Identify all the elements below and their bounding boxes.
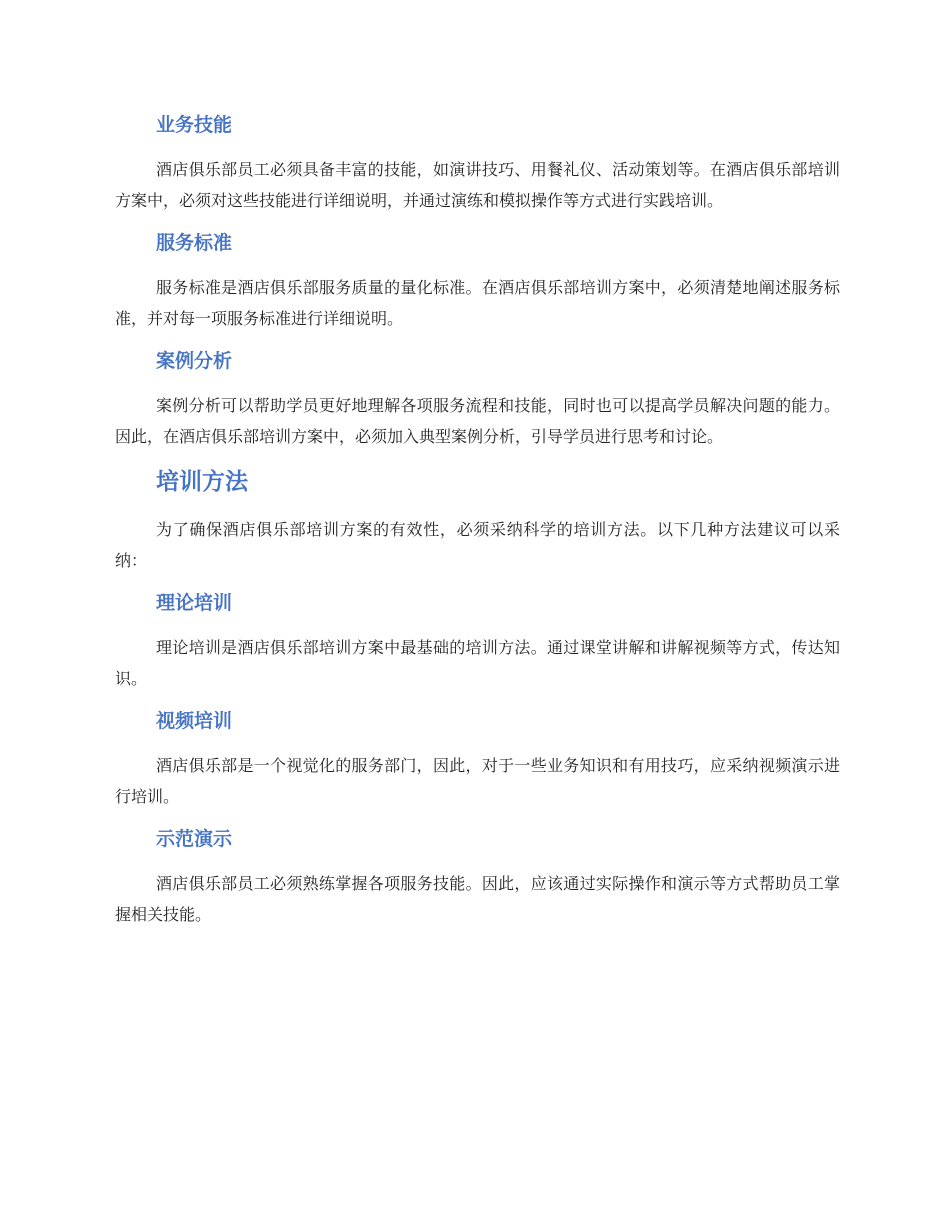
section-case-analysis [115, 344, 840, 462]
section-paragraph: 酒店俱乐部是一个视觉化的服务部门，因此，对于一些业务知识和有用技巧，应采纳视频演示进行培训。 [115, 756, 840, 806]
section-business-skills [115, 108, 840, 226]
section-paragraph: 为了确保酒店俱乐部培训方案的有效性，必须采纳科学的培训方法。以下几种方法建议可以采纳： [115, 520, 840, 570]
section-heading: 案例分析 [156, 350, 233, 372]
section-demonstration [115, 822, 840, 930]
section-paragraph: 案例分析可以帮助学员更好地理解各项服务流程和技能，同时也可以提高学员解决问题的能力。因此，在酒店俱乐部培训方案中，必须加入典型案例分析，引导学员进行思考和讨论。 [115, 396, 840, 446]
chapter-heading: 培训方法 [156, 469, 248, 495]
section-heading: 示范演示 [156, 828, 233, 850]
document-body [115, 108, 840, 930]
section-heading: 业务技能 [156, 114, 233, 136]
section-paragraph: 理论培训是酒店俱乐部培训方案中最基础的培训方法。通过课堂讲解和讲解视频等方式，传达知识。 [115, 638, 840, 688]
section-paragraph: 酒店俱乐部员工必须熟练掌握各项服务技能。因此，应该通过实际操作和演示等方式帮助员工掌握相关技能。 [115, 874, 840, 924]
section-paragraph: 服务标准是酒店俱乐部服务质量的量化标准。在酒店俱乐部培训方案中，必须清楚地阐述服务标准，并对每一项服务标准进行详细说明。 [115, 278, 840, 328]
section-theory-training [115, 586, 840, 704]
section-heading: 理论培训 [156, 592, 233, 614]
section-video-training [115, 704, 840, 822]
section-training-methods [115, 462, 840, 586]
section-paragraph: 酒店俱乐部员工必须具备丰富的技能，如演讲技巧、用餐礼仪、活动策划等。在酒店俱乐部培训方案中，必须对这些技能进行详细说明，并通过演练和模拟操作等方式进行实践培训。 [115, 160, 840, 210]
section-heading: 服务标准 [156, 232, 233, 254]
section-heading: 视频培训 [156, 710, 233, 732]
section-service-standards [115, 226, 840, 344]
